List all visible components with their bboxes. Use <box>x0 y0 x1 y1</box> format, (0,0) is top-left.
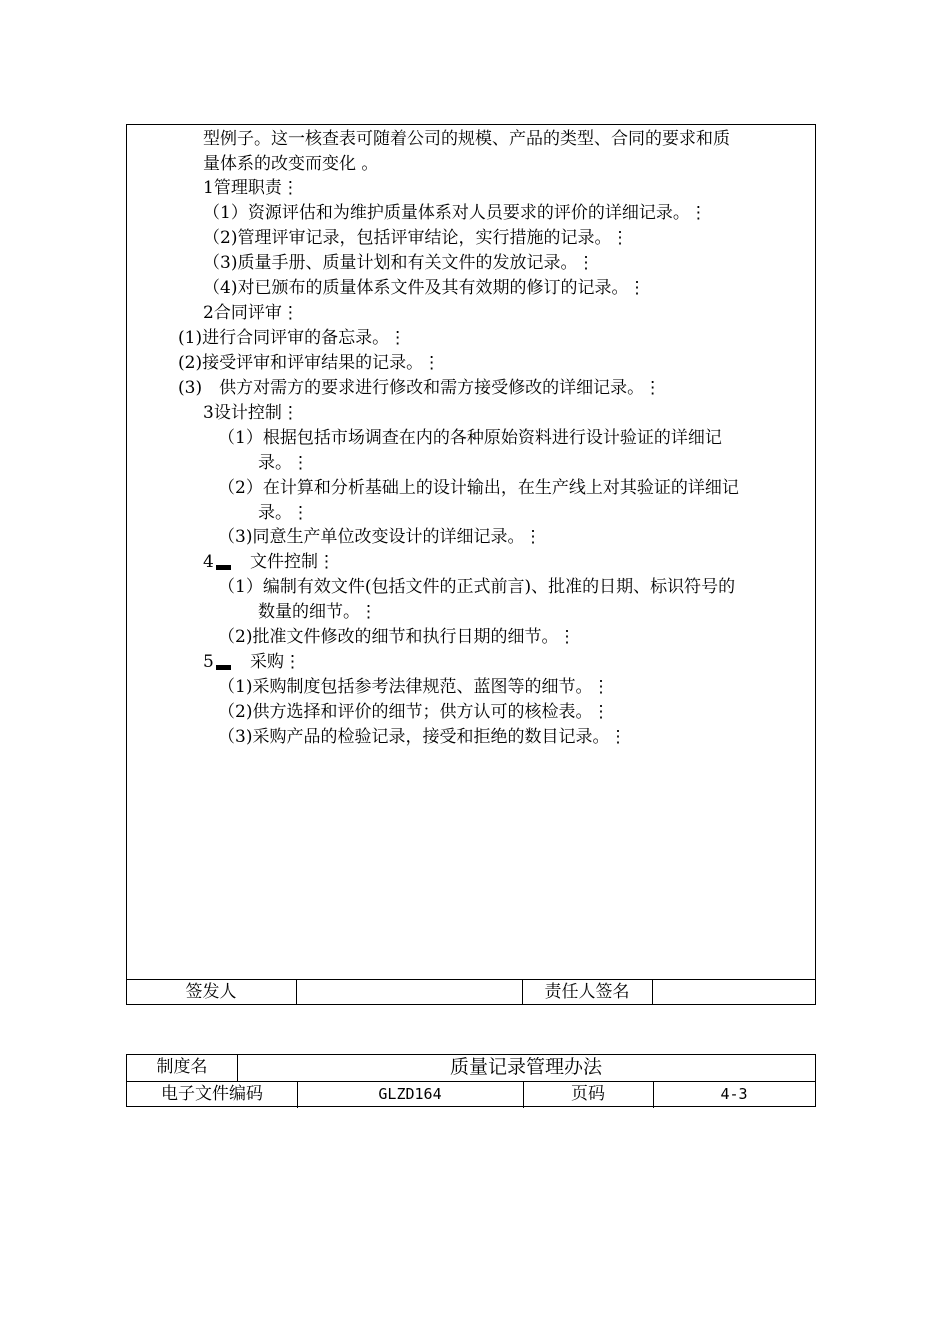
issuer-label: 签发人 <box>185 982 237 1002</box>
list-item: （1）根据包括市场调查在内的各种原始资料进行设计验证的详细记 <box>218 428 722 448</box>
system-name-value: 质量记录管理办法 <box>449 1056 602 1078</box>
list-item: （2)批准文件修改的细节和执行日期的细节。⋮ <box>218 627 576 647</box>
issuer-field[interactable] <box>296 980 522 1005</box>
page-value: 4-3 <box>720 1085 748 1103</box>
section-number-text: 5 <box>203 652 214 672</box>
list-item: (1)进行合同评审的备忘录。⋮ <box>178 328 407 348</box>
list-item: （1)采购制度包括参考法律规范、蓝图等的细节。⋮ <box>218 677 610 697</box>
list-item: （3)采购产品的检验记录，接受和拒绝的数目记录。⋮ <box>218 727 627 747</box>
list-item-continuation: 数量的细节。⋮ <box>258 602 377 622</box>
list-item: （1）编制有效文件(包括文件的正式前言)、批准的日期、标识符号的 <box>218 577 736 597</box>
list-item-continuation: 录。⋮ <box>258 503 309 523</box>
section-number-text: 4 <box>203 552 214 572</box>
list-item: （3)质量手册、质量计划和有关文件的发放记录。⋮ <box>203 253 595 273</box>
bar-mark <box>216 665 231 670</box>
file-code-label: 电子文件编码 <box>161 1084 263 1104</box>
responsible-signature-field[interactable] <box>652 980 814 1005</box>
list-item: （2）在计算和分析基础上的设计输出，在生产线上对其验证的详细记 <box>218 478 739 498</box>
list-item: （2)管理评审记录，包括评审结论，实行措施的记录。⋮ <box>203 228 629 248</box>
list-item: （4)对已颁布的质量体系文件及其有效期的修订的记录。⋮ <box>203 278 646 298</box>
section-heading-document-control: 文件控制⋮ <box>250 552 335 572</box>
text-line-2: 量体系的改变而变化 。 <box>203 154 379 174</box>
section-heading-contract: 2合同评审⋮ <box>203 303 299 323</box>
list-item: （1）资源评估和为维护质量体系对人员要求的评价的详细记录。⋮ <box>203 203 707 223</box>
file-code-value: GLZD164 <box>378 1085 442 1103</box>
footer-table <box>126 1054 816 1107</box>
section-heading-management: 1管理职责⋮ <box>203 178 299 198</box>
section-heading-purchasing: 采购⋮ <box>250 652 301 672</box>
responsible-signature-label: 责任人签名 <box>544 982 630 1002</box>
system-name-label: 制度名 <box>156 1057 208 1077</box>
footer-row-code <box>127 1081 815 1108</box>
signature-row <box>126 979 816 1005</box>
list-item-continuation: 录。⋮ <box>258 453 309 473</box>
section-number-5 <box>203 650 231 675</box>
list-item: （2)供方选择和评价的细节；供方认可的核检表。⋮ <box>218 702 610 722</box>
page-label: 页码 <box>571 1084 605 1104</box>
list-item: (3) 供方对需方的要求进行修改和需方接受修改的详细记录。⋮ <box>178 378 662 398</box>
list-item: （3)同意生产单位改变设计的详细记录。⋮ <box>218 527 542 547</box>
text-line-1: 型例子。这一核查表可随着公司的规模、产品的类型、合同的要求和质 <box>203 129 730 149</box>
section-heading-design: 3设计控制⋮ <box>203 403 299 423</box>
bar-mark <box>216 565 231 570</box>
footer-row-name <box>127 1055 815 1081</box>
section-number-4 <box>203 550 231 575</box>
list-item: (2)接受评审和评审结果的记录。⋮ <box>178 353 441 373</box>
